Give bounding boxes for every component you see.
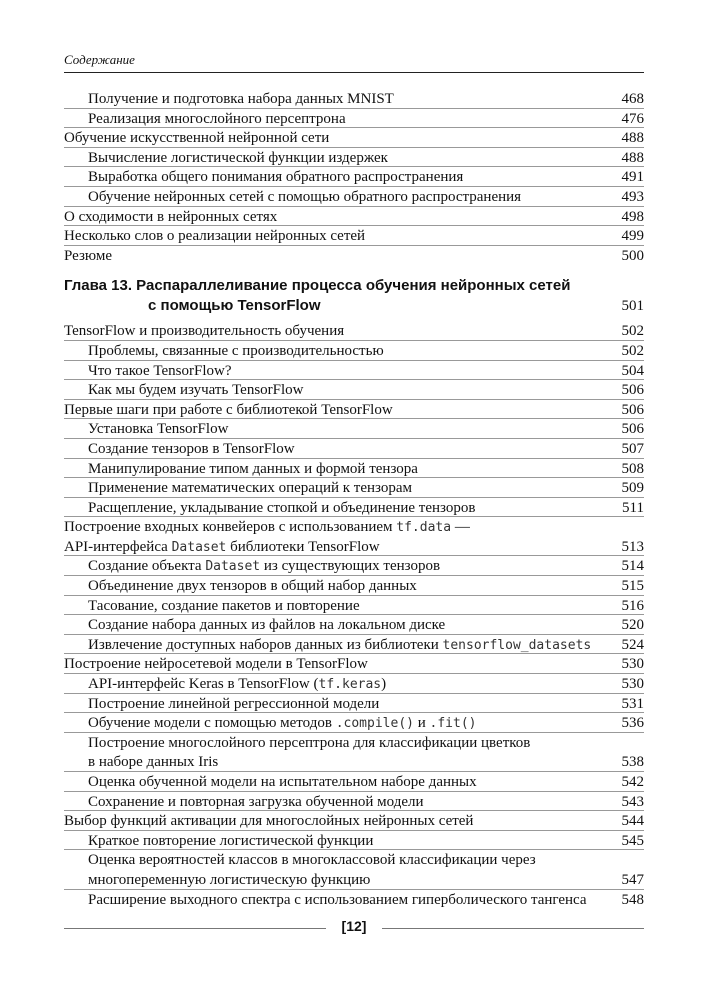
entry-page-number: 514	[621, 558, 644, 575]
entry-page-number: 520	[621, 617, 644, 634]
toc-entry[interactable]	[64, 616, 644, 636]
entry-text: Установка TensorFlow	[88, 421, 229, 438]
entry-text: Применение математических операций к тензорам	[88, 480, 413, 497]
entry-line-2	[64, 538, 604, 558]
entry-text: О сходимости в нейронных сетях	[64, 208, 278, 225]
entry-page-number: 524	[621, 636, 644, 653]
entry-text: Как мы будем изучать TensorFlow	[88, 382, 304, 399]
toc-entry-linreg[interactable]	[64, 695, 644, 715]
entry-page-number: 531	[621, 695, 644, 712]
toc-entry[interactable]	[64, 188, 644, 208]
entry-text: Расширение выходного спектра с использованием гиперболического тангенса	[88, 891, 587, 908]
entry-page-number: 530	[621, 656, 644, 673]
toc-entry[interactable]	[64, 149, 644, 169]
entry-text: Что такое TensorFlow?	[88, 362, 232, 379]
toc-entry-dataset-object[interactable]	[64, 557, 644, 577]
toc-entry[interactable]	[64, 479, 644, 499]
toc-entry[interactable]	[64, 460, 644, 480]
toc-entry-mlp-iris[interactable]	[64, 734, 644, 773]
entry-page-number: 542	[621, 774, 644, 790]
entry-line-1: Построение многослойного персептрона для классификации цветков	[88, 734, 531, 751]
entry-text: Построение входных конвейеров с использованием	[64, 519, 397, 536]
entry-text: Краткое повторение логистической функции	[88, 832, 374, 849]
toc-group-chapter-12-end	[64, 90, 644, 266]
entry-text: Объединение двух тензоров в общий набор данных	[88, 578, 417, 595]
code-text: .fit()	[429, 716, 477, 732]
entry-text: —	[451, 519, 470, 536]
toc-entry[interactable]	[64, 440, 644, 460]
toc-group-activations	[64, 773, 644, 851]
entry-page-number: 538	[621, 754, 644, 771]
toc-group-datasets	[64, 577, 644, 636]
entry-page-number: 513	[621, 538, 644, 555]
entry-page-number: 506	[621, 401, 644, 418]
page-footer	[64, 918, 644, 938]
entry-page-number: 547	[621, 871, 644, 888]
toc-entry[interactable]	[64, 362, 644, 382]
entry-page-number: 544	[621, 813, 644, 830]
toc-entry[interactable]	[64, 110, 644, 130]
entry-text: Выработка общего понимания обратного распространения	[88, 169, 464, 186]
entry-line-2: многопеременную логистическую функцию	[88, 871, 371, 888]
entry-page-number: 506	[621, 382, 644, 399]
code-text: tf.keras	[318, 677, 382, 693]
entry-text: Реализация многослойного персептрона	[88, 110, 346, 127]
footer-rule-right	[382, 928, 644, 929]
entry-text: Обучение искусственной нейронной сети	[64, 130, 330, 147]
entry-page-number: 488	[621, 149, 644, 166]
chapter-page-number: 501	[621, 298, 644, 315]
entry-page-number: 507	[621, 440, 644, 457]
toc-entry[interactable]	[64, 812, 644, 832]
entry-text: Выбор функций активации для многослойных нейронных сетей	[64, 813, 474, 830]
page-number: [12]	[341, 918, 367, 934]
toc-entry[interactable]	[64, 401, 644, 421]
toc-entry[interactable]	[64, 832, 644, 852]
entry-text: TensorFlow и производительность обучения	[64, 323, 345, 340]
toc-entry[interactable]	[64, 227, 644, 247]
entry-page-number: 468	[621, 91, 644, 107]
entry-page-number: 548	[621, 891, 644, 908]
entry-text: и	[413, 715, 430, 732]
entry-text: Несколько слов о реализации нейронных сетей	[64, 228, 366, 245]
code-text: tf.data	[396, 520, 452, 536]
entry-text: Создание набора данных из файлов на локальном диске	[88, 617, 446, 634]
entry-text: из существующих тензоров	[260, 558, 441, 575]
entry-text: Тасование, создание пакетов и повторение	[88, 597, 360, 614]
entry-page-number: 515	[621, 578, 644, 595]
running-header: Содержание	[64, 52, 135, 67]
toc-entry[interactable]	[64, 247, 644, 267]
entry-text: Построение нейросетевой модели в TensorFlow	[64, 656, 368, 673]
entry-page-number: 543	[621, 793, 644, 810]
entry-page-number: 509	[621, 480, 644, 497]
entry-text: Проблемы, связанные с производительностью	[88, 342, 384, 359]
entry-page-number: 506	[621, 421, 644, 438]
header-rule	[64, 72, 644, 73]
entry-page-number: 536	[621, 715, 644, 732]
toc-entry-tfds[interactable]	[64, 636, 644, 656]
toc-entry[interactable]	[64, 577, 644, 597]
toc-entry[interactable]	[64, 420, 644, 440]
entry-line-1: Оценка вероятностей классов в многоклассовой классификации через	[88, 852, 536, 869]
toc-entry[interactable]	[64, 208, 644, 228]
entry-page-number: 502	[621, 323, 644, 340]
entry-text: Построение линейной регрессионной модели	[88, 695, 380, 712]
toc-group-tensorflow-basics	[64, 322, 644, 518]
toc-entry-input-pipelines[interactable]	[64, 518, 644, 557]
entry-page-number: 500	[621, 247, 644, 264]
code-text: tensorflow_datasets	[442, 637, 592, 653]
entry-text: )	[381, 676, 387, 693]
toc-entry[interactable]	[64, 90, 644, 110]
entry-text: библиотеки TensorFlow	[226, 538, 380, 555]
entry-text: Получение и подготовка набора данных MNIST	[88, 91, 394, 107]
toc-entry[interactable]	[64, 381, 644, 401]
toc-entry-keras[interactable]	[64, 675, 644, 695]
entry-text: API-интерфейса	[64, 538, 172, 555]
entry-page-number: 498	[621, 208, 644, 225]
entry-text: Резюме	[64, 247, 113, 264]
entry-page-number: 516	[621, 597, 644, 614]
entry-line-1	[64, 518, 604, 538]
entry-text: Сохранение и повторная загрузка обученной модели	[88, 793, 424, 810]
toc-entry-compile-fit[interactable]	[64, 714, 644, 734]
entry-page-number: 491	[621, 169, 644, 186]
toc-entry[interactable]	[64, 168, 644, 188]
entry-text: Расщепление, укладывание стопкой и объединение тензоров	[88, 499, 476, 516]
entry-text: Создание тензоров в TensorFlow	[88, 440, 295, 457]
chapter-title-line1: Глава 13. Распараллеливание процесса обучения нейронных сетей	[64, 277, 571, 295]
code-text: Dataset	[205, 559, 261, 575]
chapter-title-line2: с помощью TensorFlow	[148, 297, 321, 315]
code-text: Dataset	[171, 539, 227, 555]
toc-entry[interactable]	[64, 129, 644, 149]
entry-page-number: 530	[621, 676, 644, 693]
toc-entry[interactable]	[64, 773, 644, 793]
toc-entry[interactable]	[64, 793, 644, 813]
toc-entry-softmax[interactable]	[64, 851, 644, 890]
chapter-13-heading[interactable]	[64, 276, 644, 316]
entry-page-number: 476	[621, 110, 644, 127]
toc-entry[interactable]	[64, 342, 644, 362]
entry-text: Первые шаги при работе с библиотекой TensorFlow	[64, 401, 393, 418]
entry-text: Манипулирование типом данных и формой тензора	[88, 460, 418, 477]
entry-text: Вычисление логистической функции издержек	[88, 149, 388, 166]
entry-page-number: 511	[622, 499, 644, 516]
code-text: .compile()	[335, 716, 414, 732]
entry-text: Оценка обученной модели на испытательном наборе данных	[88, 774, 477, 790]
entry-text: Обучение нейронных сетей с помощью обратного распространения	[88, 188, 522, 205]
toc-entry[interactable]	[64, 597, 644, 617]
entry-page-number: 493	[621, 188, 644, 205]
table-of-contents	[64, 90, 644, 910]
entry-text: API-интерфейс Keras в TensorFlow (	[88, 676, 319, 693]
entry-text: Извлечение доступных наборов данных из библиотеки	[88, 636, 443, 653]
entry-text: Обучение модели с помощью методов	[88, 715, 336, 732]
entry-page-number: 508	[621, 460, 644, 477]
toc-entry-tanh[interactable]	[64, 891, 644, 911]
toc-entry[interactable]	[64, 499, 644, 519]
entry-page-number: 545	[621, 832, 644, 849]
toc-entry[interactable]	[64, 322, 644, 342]
entry-page-number: 499	[621, 228, 644, 245]
entry-page-number: 488	[621, 130, 644, 147]
entry-text: Создание объекта	[88, 558, 206, 575]
toc-entry-nn-build[interactable]	[64, 655, 644, 675]
entry-page-number: 502	[621, 342, 644, 359]
entry-line-2: в наборе данных Iris	[88, 754, 219, 771]
entry-page-number: 504	[621, 362, 644, 379]
